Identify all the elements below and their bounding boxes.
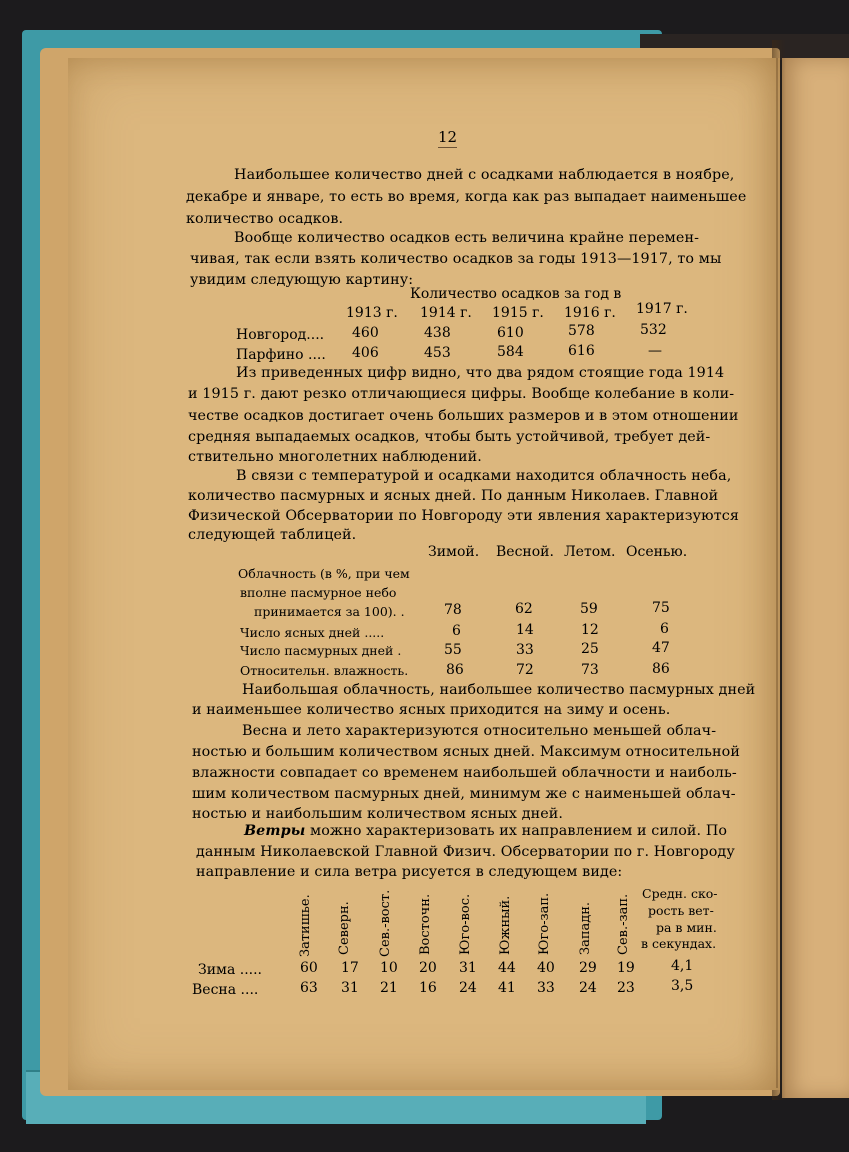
table-cell: 75 [652, 600, 670, 616]
table-cell: 25 [581, 641, 599, 657]
table-cell: 438 [424, 325, 451, 341]
text-line: данным Николаевской Главной Физич. Обсерватории по г. Новгороду [196, 844, 735, 860]
column-header: рость вет- [648, 903, 714, 918]
table-caption: Количество осадков за год в [410, 286, 622, 302]
table-cell: 406 [352, 345, 379, 361]
text-line: и наименьшее количество ясных приходится на зиму и осень. [192, 702, 671, 718]
column-header: 1917 г. [636, 301, 688, 317]
row-label: Число ясных дней ..... [240, 625, 385, 640]
table-cell: 6 [452, 623, 461, 639]
table-cell: 86 [446, 662, 464, 678]
text-line: следующей таблицей. [188, 527, 357, 543]
text-line: Физической Обсерватории по Новгороду эти явления характеризуются [188, 508, 739, 524]
table-cell: 78 [444, 602, 462, 618]
row-label: Относительн. влажность. [240, 663, 409, 678]
text-line: Весна и лето характеризуются относительно меньшей облач- [242, 723, 717, 739]
table-cell: 460 [352, 325, 379, 341]
column-header: 1915 г. [492, 305, 544, 321]
column-header: 1913 г. [346, 305, 398, 321]
column-header: 1914 г. [420, 305, 472, 321]
row-label: Новгород.... [236, 327, 325, 343]
text-line: количество осадков. [186, 211, 344, 227]
table-cell: 610 [497, 325, 524, 341]
table-cell: 60 [300, 960, 318, 976]
table-cell: 14 [516, 622, 534, 638]
column-header: Северн. [337, 901, 352, 955]
table-cell: 72 [516, 662, 534, 678]
text-line: декабре и январе, то есть во время, когда как раз выпадает наименьшее [186, 189, 747, 205]
column-header: Восточн. [418, 893, 433, 955]
table-cell: 4,1 [671, 958, 694, 974]
text-line: Из приведенных цифр видно, что два рядом стоящие года 1914 [236, 365, 725, 381]
table-cell: 578 [568, 323, 595, 339]
table-cell: 31 [459, 960, 477, 976]
table-cell: 31 [341, 980, 359, 996]
text-line: средняя выпадаемых осадков, чтобы быть устойчивой, требует дей- [188, 429, 711, 445]
column-header: Зимой. [428, 544, 480, 560]
table-cell: 17 [341, 960, 359, 976]
table-cell: 616 [568, 343, 595, 359]
column-header: Южный. [498, 895, 513, 955]
table-cell: 6 [660, 621, 669, 637]
column-header: Юго-зап. [537, 892, 552, 955]
text-line: В связи с температурой и осадками находится облачность неба, [236, 468, 732, 484]
text-line: Наибольшее количество дней с осадками наблюдается в ноябре, [234, 167, 735, 183]
table-cell: 3,5 [671, 978, 694, 994]
column-header: в секундах. [641, 936, 717, 951]
table-cell: 16 [419, 980, 437, 996]
table-cell: 55 [444, 642, 462, 658]
table-cell: 29 [579, 960, 597, 976]
column-header: Средн. ско- [642, 886, 718, 901]
facing-page [782, 58, 849, 1098]
column-header: Сев.-зап. [616, 893, 631, 955]
text-line: ностью и наибольшим количеством ясных дней. [192, 806, 564, 822]
table-cell: 20 [419, 960, 437, 976]
text-line: влажности совпадает со временем наибольшей облачности и наиболь- [192, 765, 737, 781]
table-cell: 584 [497, 344, 524, 360]
table-cell: 59 [580, 601, 598, 617]
page-number: 12 [438, 128, 458, 146]
table-cell: 86 [652, 661, 670, 677]
row-label: Парфино .... [236, 347, 326, 363]
page-crease [776, 58, 778, 1088]
column-header: Юго-вос. [458, 893, 473, 955]
column-header: Летом. [564, 544, 616, 560]
row-label: Зима ..... [198, 962, 262, 978]
table-cell: 19 [617, 960, 635, 976]
table-cell: 21 [380, 980, 398, 996]
column-header: Весной. [496, 544, 554, 560]
table-cell: 24 [579, 980, 597, 996]
column-header: Западн. [578, 901, 593, 955]
text-line: Наибольшая облачность, наибольшее количество пасмурных дней [242, 682, 756, 698]
text-line: увидим следующую картину: [190, 272, 414, 288]
text-line: количество пасмурных и ясных дней. По данным Николаев. Главной [188, 488, 719, 504]
text-line: ствительно многолетних наблюдений. [188, 449, 482, 465]
table-cell: 47 [652, 640, 670, 656]
table-cell: 62 [515, 601, 533, 617]
column-header: Осенью. [626, 544, 688, 560]
table-cell: 33 [516, 642, 534, 658]
row-label: вполне пасмурное небо [240, 585, 397, 600]
text-line: честве осадков достигает очень больших размеров и в этом отношении [188, 408, 739, 424]
row-label: Весна .... [192, 982, 259, 998]
column-header: Затишье. [298, 894, 313, 957]
row-label: Облачность (в %, при чем [238, 566, 410, 581]
text-line [244, 822, 727, 841]
text-line: ностью и большим количеством ясных дней. Максимум относительной [192, 744, 740, 760]
row-label: принимается за 100). . [254, 604, 405, 619]
table-cell: 532 [640, 322, 667, 338]
table-cell: 453 [424, 345, 451, 361]
table-cell: — [648, 343, 662, 359]
column-header: ра в мин. [656, 920, 717, 935]
text-line: направление и сила ветра рисуется в следующем виде: [196, 864, 623, 880]
table-cell: 73 [581, 662, 599, 678]
table-cell: 23 [617, 980, 635, 996]
text-line: шим количеством пасмурных дней, минимум же с наименьшей облач- [192, 786, 736, 802]
column-header: Сев.-вост. [378, 889, 393, 957]
text-line: и 1915 г. дают резко отличающиеся цифры. Вообще колебание в коли- [188, 386, 735, 402]
row-label: Число пасмурных дней . [240, 643, 402, 658]
emphasis-word: Ветры [244, 823, 306, 839]
table-cell: 40 [537, 960, 555, 976]
table-cell: 24 [459, 980, 477, 996]
table-cell: 12 [581, 622, 599, 638]
table-cell: 33 [537, 980, 555, 996]
table-cell: 41 [498, 980, 516, 996]
table-cell: 63 [300, 980, 318, 996]
table-cell: 44 [498, 960, 516, 976]
text-fragment: можно характеризовать их направлением и силой. По [305, 823, 728, 839]
text-line: Вообще количество осадков есть величина крайне перемен- [234, 230, 700, 246]
table-cell: 10 [380, 960, 398, 976]
column-header: 1916 г. [564, 305, 616, 321]
text-line: чивая, так если взять количество осадков за годы 1913—1917, то мы [190, 251, 722, 267]
